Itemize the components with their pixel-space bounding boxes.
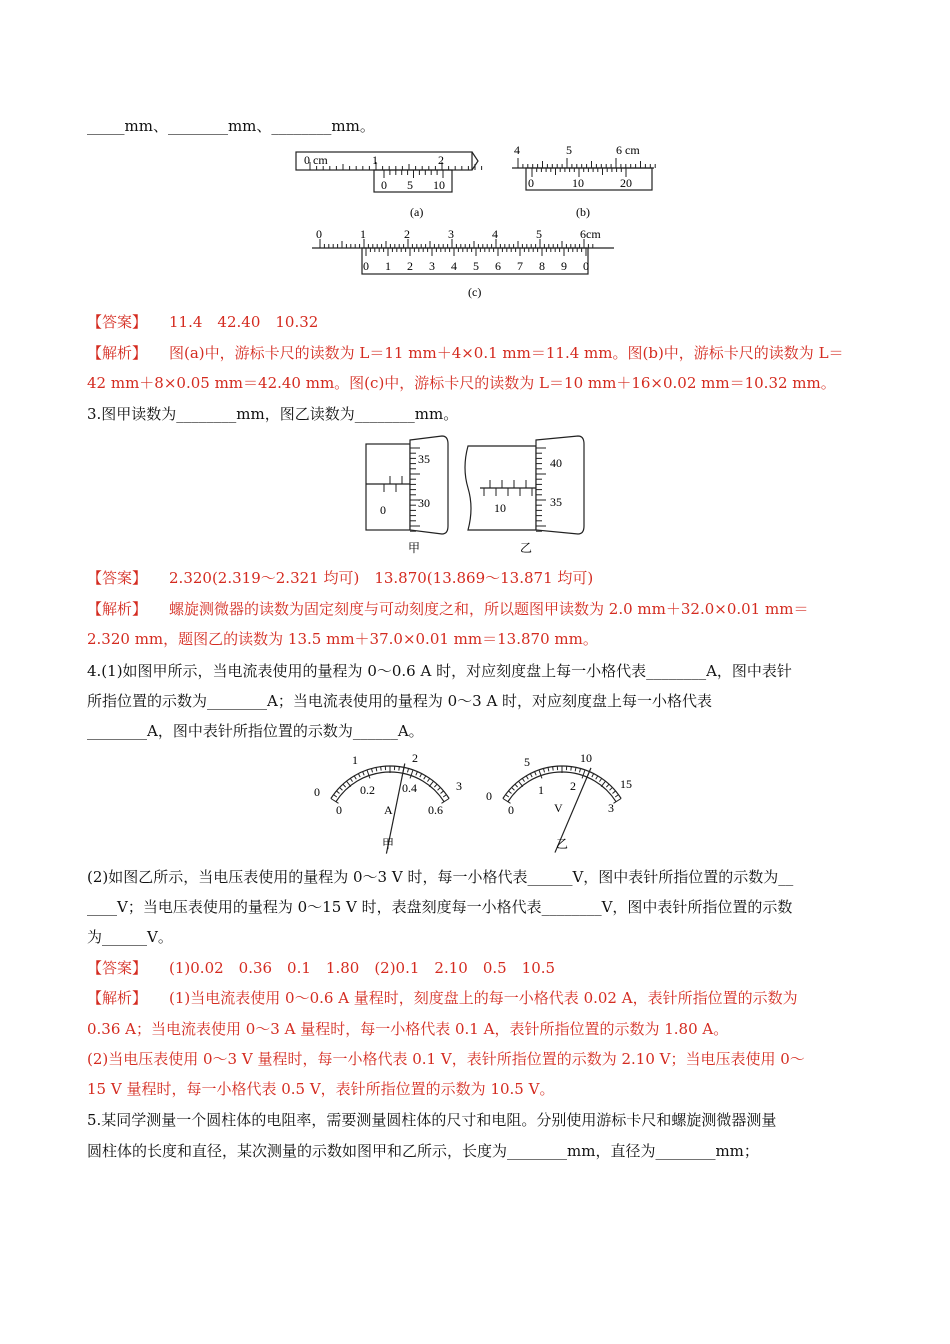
scale-tick <box>539 770 542 778</box>
scale-tick <box>340 787 343 790</box>
scale-tick <box>596 776 598 779</box>
outer-scale-label: 3 <box>456 779 462 793</box>
vernier-figure-a <box>294 146 484 222</box>
scale-tick <box>553 767 554 771</box>
scale-tick <box>410 770 413 778</box>
q4-question-line-2: 所指位置的示数为________A；当电流表使用的量程为 0～3 A 时，对应刻度盘上每一小格代表 <box>87 692 713 710</box>
scale-tick <box>354 776 356 779</box>
outer-scale-label: 15 <box>620 777 632 791</box>
scale-tick <box>515 784 518 787</box>
inner-scale-label: 0.6 <box>428 803 443 817</box>
scale-tick <box>548 767 549 771</box>
scale-label: 5 <box>536 227 542 241</box>
figure-caption: (a) <box>410 205 424 219</box>
scale-tick <box>350 778 352 781</box>
scale-tick <box>336 791 339 794</box>
scale-tick <box>519 781 523 786</box>
scale-tick <box>434 784 437 787</box>
scale-tick <box>592 774 594 778</box>
figure-caption: 乙 <box>556 837 569 851</box>
inner-scale-label: 3 <box>608 801 614 815</box>
analysis-tag: 【解析】 <box>87 344 148 362</box>
scale-tick <box>371 769 372 773</box>
q2-analysis-line-1 <box>87 343 863 363</box>
figure-caption: 甲 <box>408 541 421 555</box>
inner-scale-label: 0.2 <box>360 783 375 797</box>
main-scale-label: 5 <box>566 143 572 157</box>
scale-tick <box>615 795 618 797</box>
q4-answer <box>87 958 863 978</box>
scale-label: 2 <box>407 259 413 273</box>
q5-question-line-2: 圆柱体的长度和直径，某次测量的示数如图甲和乙所示，长度为________mm，直径为________mm； <box>87 1142 759 1160</box>
main-scale-label: 6 cm <box>616 143 640 157</box>
scale-tick <box>399 767 400 771</box>
answer-tag: 【答案】 <box>87 313 148 331</box>
vernier-figure-b <box>508 140 658 222</box>
scale-tick <box>416 772 418 776</box>
q4-part2-line-2: ____V；当电压表使用的量程为 0～15 V 时，表盘刻度每一小格代表________V，图中表针所指位置的示数 <box>87 898 793 916</box>
scale-label: 0 <box>363 259 369 273</box>
scale-label: 8 <box>539 259 545 273</box>
sleeve-label: 0 <box>380 503 386 517</box>
inner-scale-label: 0 <box>336 803 342 817</box>
outer-scale-label: 2 <box>412 751 418 765</box>
scale-tick <box>429 781 433 786</box>
inner-scale-label: 0.4 <box>402 781 417 795</box>
scale-label: 9 <box>561 259 567 273</box>
scale-tick <box>543 769 544 773</box>
scale-label: 4 <box>492 227 498 241</box>
analysis-text: (1)当电流表使用 0～0.6 A 量程时，刻度盘上的每一小格代表 0.02 A，表针所指位置的示数为 <box>169 989 798 1007</box>
q3-analysis-line-1 <box>87 599 863 619</box>
unit-label: V <box>554 801 563 815</box>
analysis-text: 图(a)中，游标卡尺的读数为 L＝11 mm＋4×0.1 mm＝11.4 mm。图(b)中，游标卡尺的读数为 L＝ <box>169 344 844 362</box>
thimble-label: 30 <box>418 496 430 510</box>
answer-tag: 【答案】 <box>87 959 148 977</box>
answer-text: (1)0.02 0.36 0.1 1.80 (2)0.1 2.10 0.5 10.5 <box>169 959 556 977</box>
vernier-scale-label: 10 <box>433 178 445 192</box>
outer-scale-label: 1 <box>352 753 358 767</box>
scale-label: 1 <box>360 227 366 241</box>
thimble-label: 35 <box>418 452 430 466</box>
q4-analysis-line-3: (2)当电压表使用 0～3 V 量程时，每一小格代表 0.1 V，表针所指位置的示数为 2.10 V；当电压表使用 0～ <box>87 1050 805 1068</box>
figure-caption: 乙 <box>520 541 533 555</box>
main-scale-label: 4 <box>514 143 520 157</box>
scale-tick <box>427 778 429 781</box>
inner-scale-label: 0 <box>508 803 514 817</box>
q3-answer <box>87 568 863 588</box>
scale-tick <box>606 784 609 787</box>
scale-label: 2 <box>404 227 410 241</box>
answer-text: 2.320(2.319～2.321 均可) 13.870(13.869～13.871 均可) <box>169 569 594 587</box>
inner-scale-label: 2 <box>570 779 576 793</box>
q4-question-line-1: 4.(1)如图甲所示，当电流表使用的量程为 0～0.6 A 时，对应刻度盘上每一小格代表________A，图中表针 <box>87 662 792 680</box>
thimble-label: 35 <box>550 495 562 509</box>
scale-tick <box>367 770 370 778</box>
figure-caption: (c) <box>468 285 482 299</box>
scale-tick <box>526 776 528 779</box>
scale-tick <box>530 774 532 778</box>
scale-label: 6cm <box>580 227 601 241</box>
main-scale-label: 2 <box>438 153 444 167</box>
ammeter-figure <box>310 748 470 856</box>
q4-part2-line-1: (2)如图乙所示，当电压表使用的量程为 0～3 V 时，每一小格代表______V，图中表针所指位置的示数为__ <box>87 868 794 886</box>
scale-tick <box>579 769 580 773</box>
vernier-scale-label: 5 <box>407 178 413 192</box>
q2-blank-line: _____mm、________mm、________mm。 <box>87 117 375 135</box>
scale-label: 3 <box>429 259 435 273</box>
scale-tick <box>575 767 576 771</box>
scale-label: 4 <box>451 259 457 273</box>
analysis-tag: 【解析】 <box>87 600 148 618</box>
scale-label: 7 <box>517 259 523 273</box>
scale-tick <box>381 767 382 771</box>
q4-part2-line-3: 为______V。 <box>87 928 173 946</box>
scale-tick <box>582 770 585 778</box>
q2-analysis-line-2: 42 mm＋8×0.05 mm＝42.40 mm。图(c)中，游标卡尺的读数为 L＝10 mm＋16×0.02 mm＝10.32 mm。 <box>87 374 836 392</box>
scale-tick <box>535 772 537 776</box>
analysis-text: 螺旋测微器的读数为固定刻度与可动刻度之和，所以题图甲读数为 2.0 mm＋32.0×0.01 mm＝ <box>169 600 809 618</box>
q5-question-line-1: 5.某同学测量一个圆柱体的电阻率，需要测量圆柱体的尺寸和电阻。分别使用游标卡尺和螺旋测微器测量 <box>87 1111 777 1129</box>
voltmeter-figure <box>482 748 642 856</box>
scale-label: 6 <box>495 259 501 273</box>
scale-tick <box>440 791 443 794</box>
outer-scale-label: 10 <box>580 751 592 765</box>
vernier-scale-label: 0 <box>528 176 534 190</box>
vernier-scale-label: 10 <box>572 176 584 190</box>
scale-tick <box>443 795 446 797</box>
scale-tick <box>571 767 572 771</box>
main-scale-label: 0 cm <box>304 153 328 167</box>
inner-scale-label: 1 <box>538 783 544 797</box>
q3-question: 3.图甲读数为________mm，图乙读数为________mm。 <box>87 405 459 423</box>
scale-label: 1 <box>385 259 391 273</box>
scale-tick <box>610 787 613 790</box>
scale-tick <box>601 781 605 786</box>
q4-analysis-line-4: 15 V 量程时，每一小格代表 0.5 V，表针所指位置的示数为 10.5 V。 <box>87 1080 555 1098</box>
analysis-tag: 【解析】 <box>87 989 148 1007</box>
q3-analysis-line-2: 2.320 mm，题图乙的读数为 13.5 mm＋37.0×0.01 mm＝13.870 mm。 <box>87 630 598 648</box>
scale-tick <box>376 767 377 771</box>
scale-label: 3 <box>448 227 454 241</box>
q4-analysis-line-2: 0.36 A；当电流表使用 0～3 A 量程时，每一小格代表 0.1 A，表针所指位置的示数为 1.80 A。 <box>87 1020 729 1038</box>
vernier-scale-label: 0 <box>381 178 387 192</box>
sleeve-label: 10 <box>494 501 506 515</box>
answer-text: 11.4 42.40 10.32 <box>169 313 319 331</box>
vernier-scale-label: 20 <box>620 176 632 190</box>
scale-label: 0 <box>583 259 589 273</box>
scale-tick <box>358 774 360 778</box>
q4-analysis-line-1 <box>87 988 863 1008</box>
scale-tick <box>424 776 426 779</box>
scale-tick <box>363 772 365 776</box>
scale-tick <box>347 781 351 786</box>
outer-scale-label: 5 <box>524 755 530 769</box>
micrometer-figure-jia <box>362 434 462 560</box>
scale-tick <box>512 787 515 790</box>
outer-scale-label: 0 <box>486 789 492 803</box>
figure-caption: 甲 <box>382 837 395 851</box>
outer-scale-label: 0 <box>314 785 320 799</box>
micrometer-figure-yi <box>462 434 592 560</box>
scale-tick <box>612 791 615 794</box>
unit-label: A <box>384 803 393 817</box>
scale-tick <box>508 791 511 794</box>
scale-tick <box>407 769 408 773</box>
vernier-figure-c <box>308 224 618 300</box>
scale-tick <box>334 795 337 797</box>
scale-tick <box>438 787 441 790</box>
thimble-label: 40 <box>550 456 562 470</box>
scale-label: 0 <box>316 227 322 241</box>
scale-tick <box>522 778 524 781</box>
scale-tick <box>343 784 346 787</box>
q4-question-line-3: ________A，图中表针所指位置的示数为______A。 <box>87 722 424 740</box>
answer-tag: 【答案】 <box>87 569 148 587</box>
scale-tick <box>506 795 509 797</box>
figure-caption: (b) <box>576 205 590 219</box>
scale-label: 5 <box>473 259 479 273</box>
scale-tick <box>420 774 422 778</box>
main-scale-label: 1 <box>372 153 378 167</box>
scale-tick <box>599 778 601 781</box>
q2-answer <box>87 312 863 332</box>
